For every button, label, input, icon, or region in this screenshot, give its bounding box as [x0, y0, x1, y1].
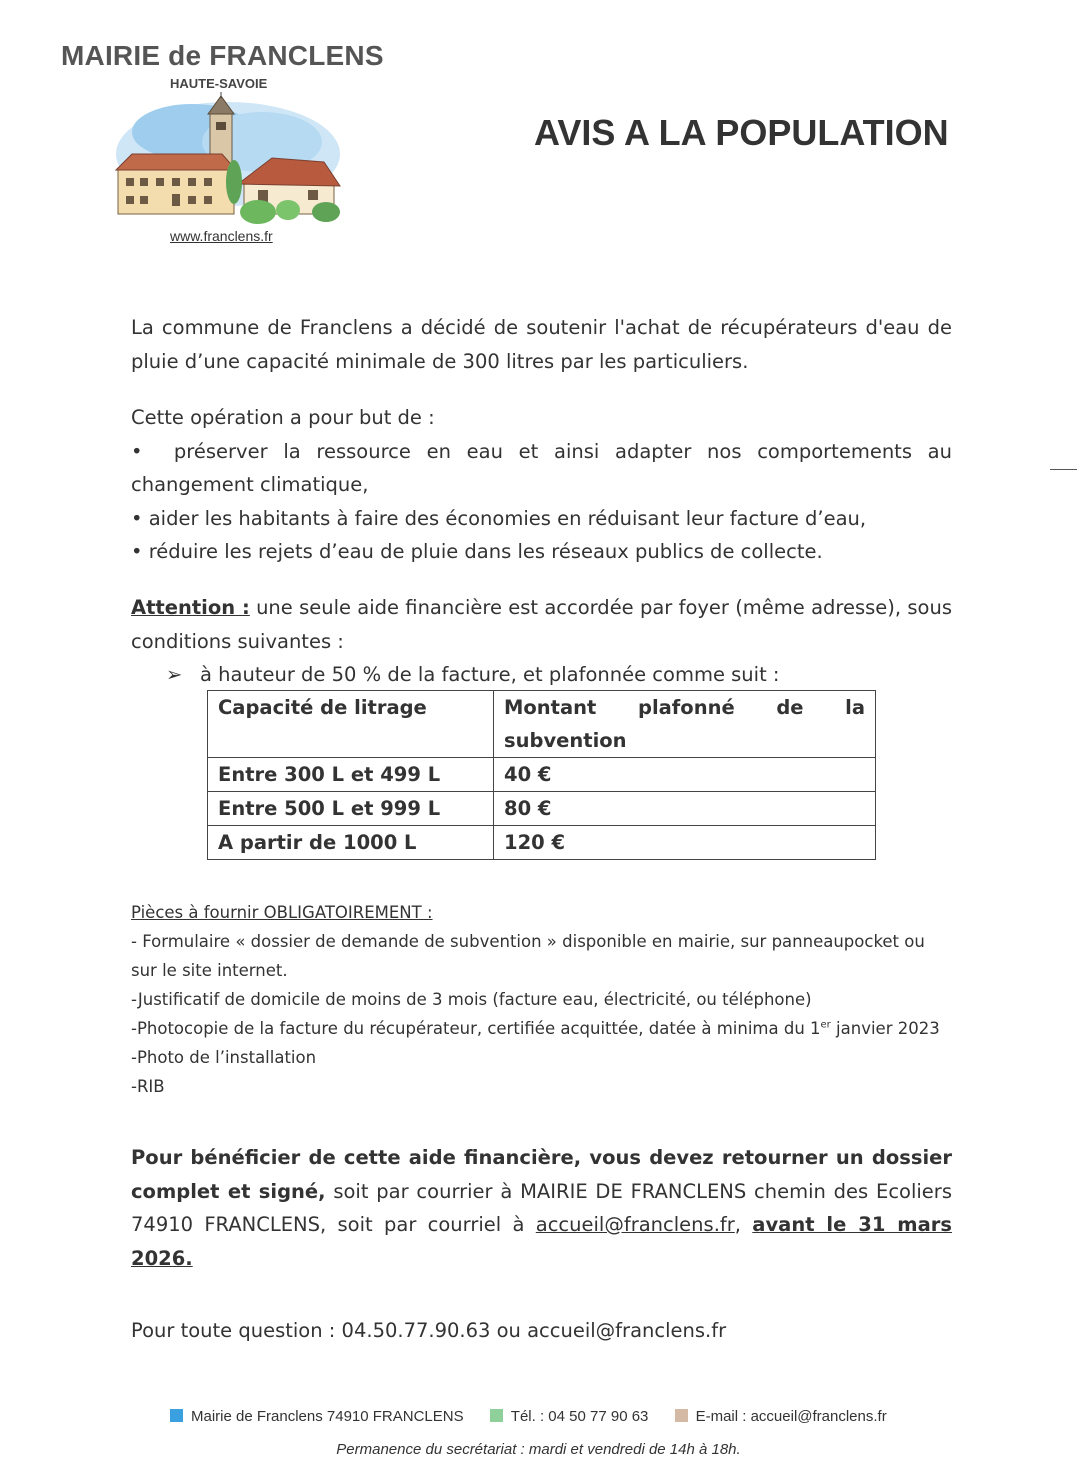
condition-text: à hauteur de 50 % de la facture, et plafonnée comme suit :: [200, 663, 780, 686]
purpose-section: [131, 401, 952, 569]
blue-square-icon: [170, 1409, 183, 1422]
footer-contacts: [170, 1408, 909, 1425]
attention-paragraph: [131, 591, 952, 658]
table-cell: 80 €: [494, 792, 876, 826]
table-cell: Entre 500 L et 999 L: [208, 792, 494, 826]
table-row: [208, 792, 876, 826]
table-header-row: [208, 691, 876, 758]
attention-label: Attention :: [131, 596, 250, 619]
table-cell: 40 €: [494, 758, 876, 792]
email-link[interactable]: accueil@franclens.fr: [535, 1213, 735, 1236]
green-square-icon: [490, 1409, 503, 1422]
deadline-text: avant le 31 mars 2026.: [131, 1213, 952, 1270]
beige-square-icon: [675, 1409, 688, 1422]
purpose-bullet: • aider les habitants à faire des économies en réduisant leur facture d’eau,: [131, 506, 867, 530]
condition-line: [166, 658, 780, 691]
region-label: HAUTE-SAVOIE: [170, 76, 268, 91]
footer-email: E-mail : accueil@franclens.fr: [695, 1408, 887, 1425]
village-church-illustration-icon: [112, 92, 344, 224]
table-cell: A partir de 1000 L: [208, 826, 494, 860]
contact-line: Pour toute question : 04.50.77.90.63 ou accueil@franclens.fr: [131, 1319, 727, 1342]
list-item: -Justificatif de domicile de moins de 3 mois (facture eau, électricité, ou téléphone): [131, 990, 812, 1009]
arrow-bullet-icon: ➢: [166, 663, 183, 686]
margin-mark: [1050, 469, 1077, 470]
list-item: - Formulaire « dossier de demande de subvention » disponible en mairie, sur panneaupocket ou sur le site internet.: [131, 932, 925, 980]
list-item: -Photo de l’installation: [131, 1048, 317, 1067]
return-text: soit par courrier à MAIRIE DE FRANCLENS chemin des Ecoliers 74910 FRANCLENS, soit par courriel à: [131, 1179, 952, 1236]
subsidy-table: [207, 690, 876, 860]
office-hours: Permanence du secrétariat : mardi et vendredi de 14h à 18h.: [336, 1441, 741, 1458]
table-header-cell: Montant plafonné de la subvention: [494, 691, 876, 758]
page-title: AVIS A LA POPULATION: [534, 112, 949, 153]
purpose-lead: Cette opération a pour but de :: [131, 406, 435, 429]
attention-text: une seule aide financière est accordée par foyer (même adresse), sous conditions suivantes :: [131, 596, 952, 653]
purpose-bullet: • préserver la ressource en eau et ainsi adapter nos comportements au changement climatique,: [131, 439, 952, 496]
table-row: [208, 758, 876, 792]
table-cell: 120 €: [494, 826, 876, 860]
footer-phone: Tél. : 04 50 77 90 63: [510, 1408, 649, 1425]
documents-title: Pièces à fournir OBLIGATOIREMENT :: [131, 903, 433, 922]
list-item: -Photocopie de la facture du récupérateur, certifiée acquittée, datée à minima du 1er janvier 2023: [131, 1019, 940, 1038]
org-name: MAIRIE de FRANCLENS: [61, 40, 384, 71]
footer-address: Mairie de Franclens 74910 FRANCLENS: [191, 1408, 464, 1425]
return-lead: Pour bénéficier de cette aide financière, vous devez retourner un dossier complet et signé,: [131, 1146, 952, 1203]
table-row: [208, 826, 876, 860]
purpose-bullet: • réduire les rejets d’eau de pluie dans les réseaux publics de collecte.: [131, 540, 823, 563]
table-header-cell: Capacité de litrage: [208, 691, 494, 758]
list-item: -RIB: [131, 1077, 165, 1096]
intro-paragraph: La commune de Franclens a décidé de soutenir l'achat de récupérateurs d'eau de pluie d’une capacité minimale de 300 litres par les particuliers.: [131, 316, 952, 373]
return-paragraph: Pour bénéficier de cette aide financière, vous devez retourner un dossier complet et signé, soit par courrier à MAIRIE DE FRANCLENS chemin des Ecoliers 74910 FRANCLENS, soit par courriel à accueil@franclens.fr, avant le 31 mars 2026.: [131, 1146, 952, 1270]
table-cell: Entre 300 L et 499 L: [208, 758, 494, 792]
documents-list: [131, 898, 953, 1101]
website-link[interactable]: www.franclens.fr: [170, 228, 273, 244]
